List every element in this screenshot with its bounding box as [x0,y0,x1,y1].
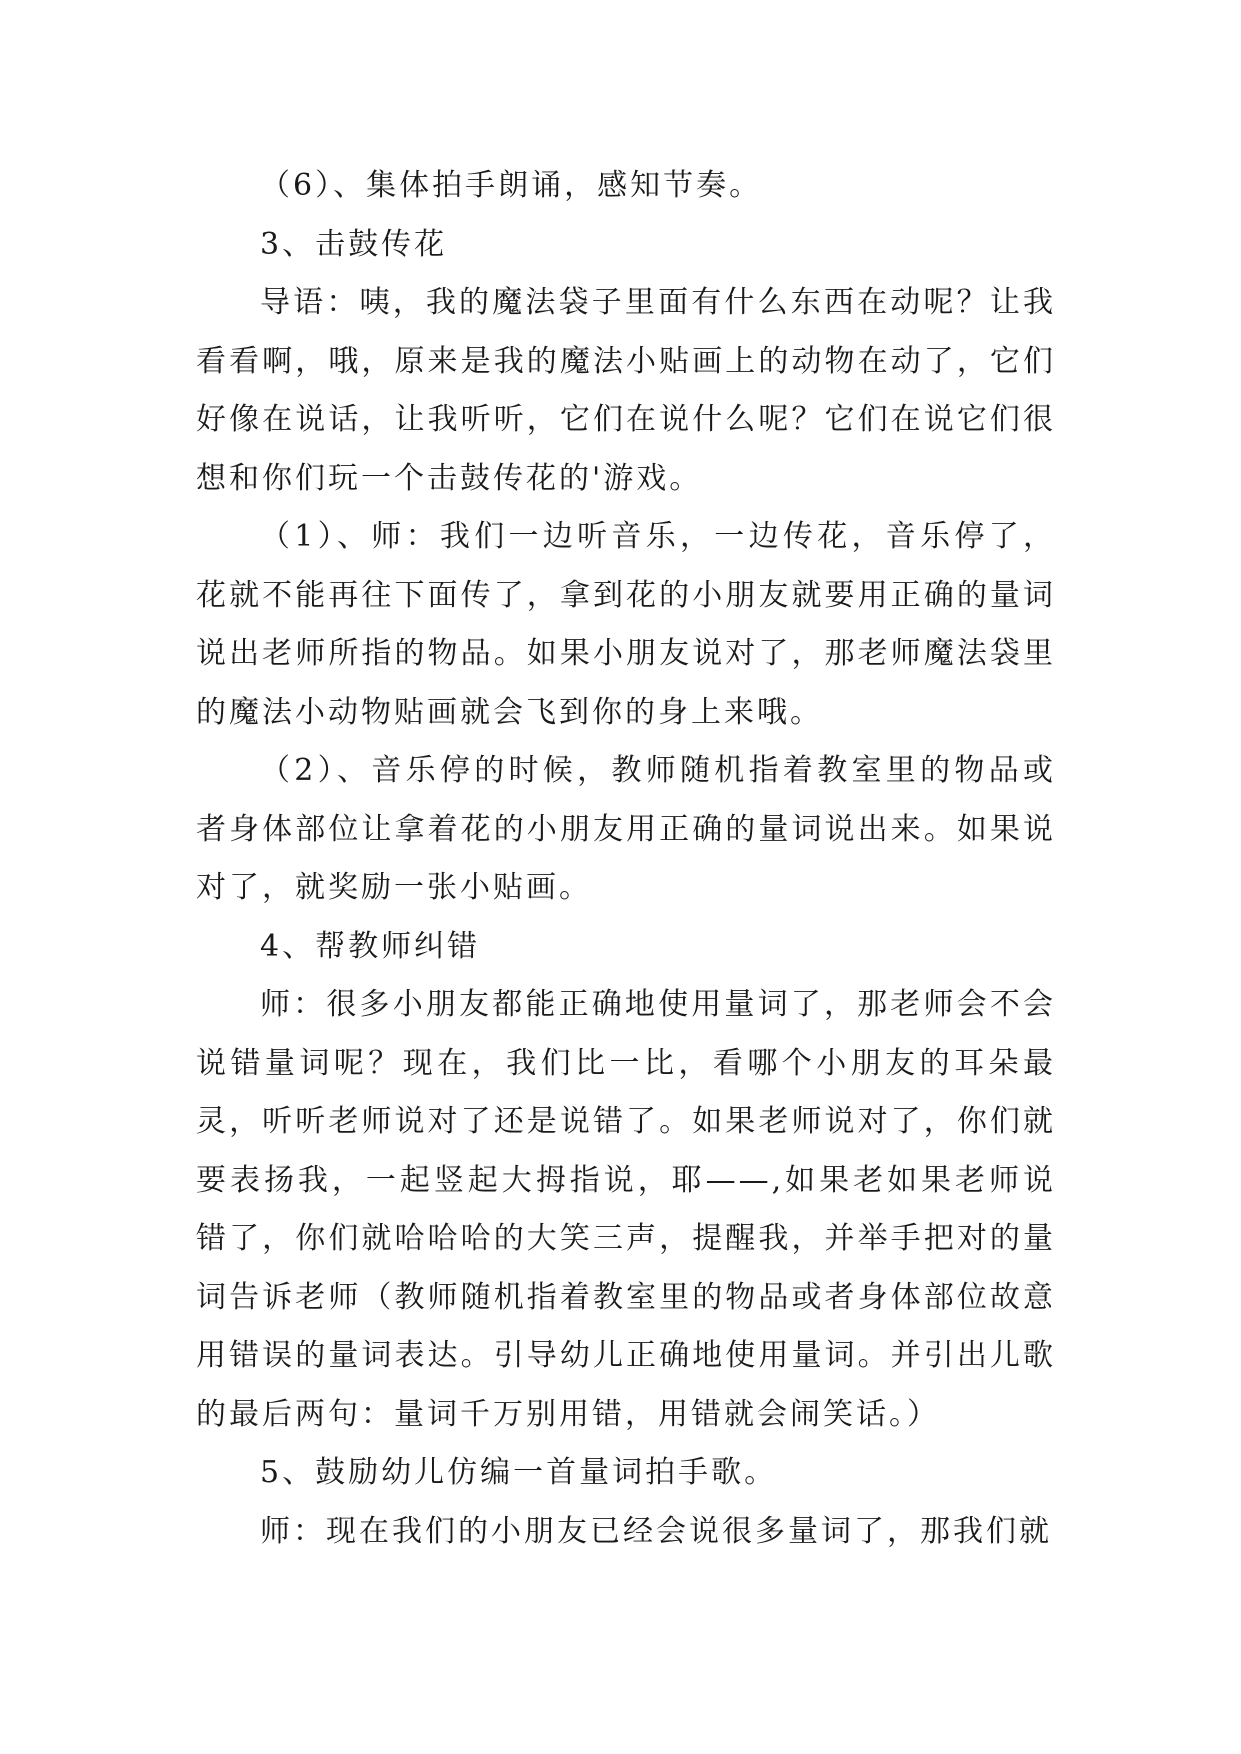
teacher-correction-paragraph: 师：很多小朋友都能正确地使用量词了，那老师会不会说错量词呢？现在，我们比一比，看哪个小朋友的耳朵最灵，听听老师说对了还是说错了。如果老师说对了，你们就要表扬我，一起竖起大拇指说，耶——,如果老如果老师说错了，你们就哈哈哈的大笑三声，提醒我，并举手把对的量词告诉老师（教师随机指着教室里的物品或者身体部位故意用错误的量词表达。引导幼儿正确地使用量词。并引出儿歌的最后两句：量词千万别用错，用错就会闹笑话。） [196,987,1056,1432]
step-6-clap-recite: （6）、集体拍手朗诵，感知节奏。 [260,168,763,203]
intro-paragraph: 导语：咦，我的魔法袋子里面有什么东西在动呢？让我看看啊，哦，原来是我的魔法小贴画上的动物在动了，它们好像在说话，让我听听，它们在说什么呢？它们在说它们很想和你们玩一个击鼓传花的'游戏。 [196,285,1056,496]
step-2-paragraph: （2）、音乐停的时候，教师随机指着教室里的物品或者身体部位让拿着花的小朋友用正确的量词说出来。如果说对了，就奖励一张小贴画。 [196,753,1056,905]
section-5-heading: 5、鼓励幼儿仿编一首量词拍手歌。 [260,1455,778,1490]
section-4-heading: 4、帮教师纠错 [260,928,481,964]
document-body [196,157,1056,1561]
step-1-paragraph: （1）、师：我们一边听音乐，一边传花，音乐停了，花就不能再往下面传了，拿到花的小朋友就要用正确的量词说出老师所指的物品。如果小朋友说对了，那老师魔法袋里的魔法小动物贴画就会飞到你的身上来哦。 [196,519,1056,730]
closing-paragraph: 师：现在我们的小朋友已经会说很多量词了，那我们就 [260,1513,1052,1549]
section-3-heading: 3、击鼓传花 [260,226,448,262]
